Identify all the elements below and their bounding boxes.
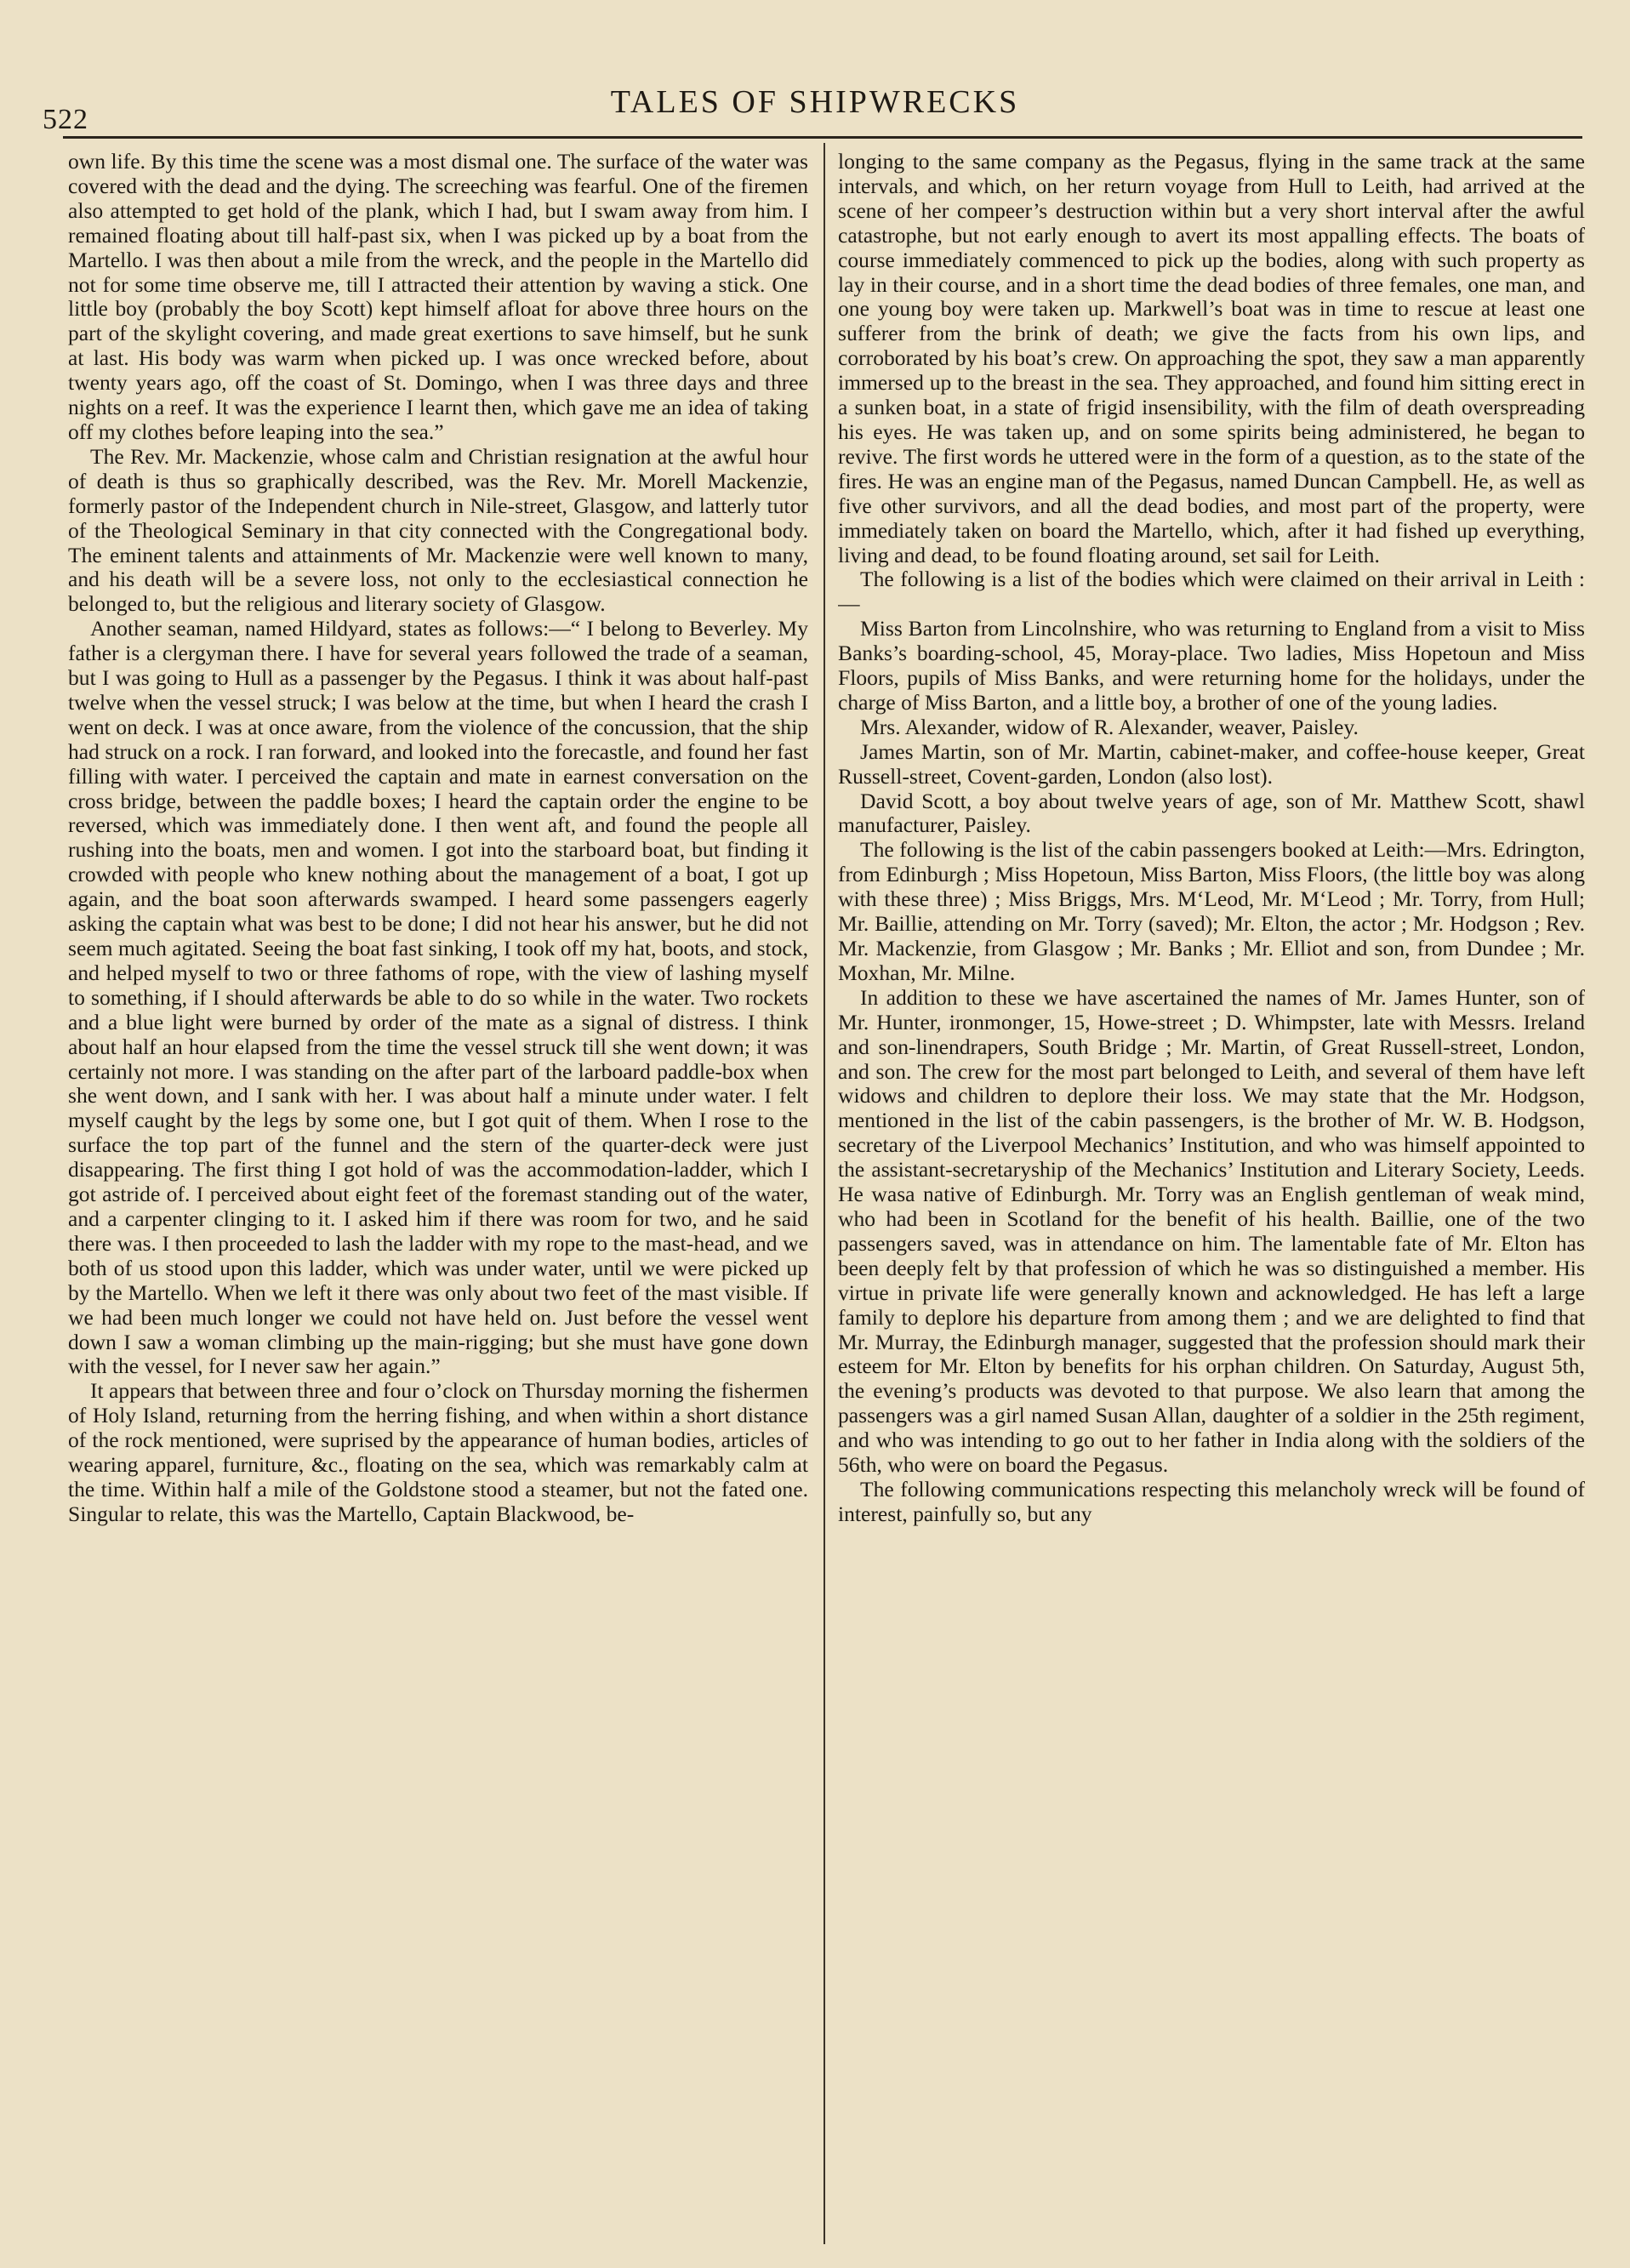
paragraph: The Rev. Mr. Mackenzie, whose calm and Christian resignation at the awful hour of death is thus so graphically described, was the Rev. Mr. Morell Mackenzie, formerly pastor of the Independent church in Nile-street, Glasgow, and latterly tutor of the Theological Seminary in that city connected with the Congregational body. The eminent talents and attainments of Mr. Mackenzie were well known to many, and his death will be a severe loss, not only to the ecclesiastical connection he belonged to, but the religious and literary society of Glasgow. [68, 443, 808, 617]
paragraph: James Martin, son of Mr. Martin, cabinet-maker, and coffee-house keeper, Great Russell-street, Covent-garden, London (also lost). [838, 738, 1585, 789]
paragraph: David Scott, a boy about twelve years of age, son of Mr. Matthew Scott, shawl manufacturer, Paisley. [838, 788, 1585, 838]
left-column [68, 150, 808, 2244]
paragraph: In addition to these we have ascertained the names of Mr. James Hunter, son of Mr. Hunter, ironmonger, 15, Howe-street ; D. Whimpster, late with Messrs. Ireland and son-linendrapers, South Bridge ; Mr. Martin, of Great Russell-street, London, and son. The crew for the most part belonged to Leith, and several of them have left widows and children to deplore their loss. We may state that the Mr. Hodgson, mentioned in the list of the cabin passengers, is the brother of Mr. W. B. Hodgson, secretary of the Liverpool Mechanics’ Institution, and who was himself appointed to the assistant-secretaryship of the Mechanics’ Institution and Literary Society, Leeds. He wasa native of Edinburgh. Mr. Torry was an English gentleman of weak mind, who had been in Scotland for the benefit of his health. Baillie, one of the two passengers saved, was in attendance on him. The lamentable fate of Mr. Elton has been deeply felt by that profession of which he was so distinguished a member. His virtue in private life were generally known and acknowledged. He has left a large family to deplore his departure from among them ; and we are delighted to find that Mr. Murray, the Edinburgh manager, suggested that the profession should mark their esteem for Mr. Elton by benefits for his orphan children. On Saturday, August 5th, the evening’s products was devoted to that purpose. We also learn that among the passengers was a girl named Susan Allan, daughter of a soldier in the 25th regiment, and who was intending to go out to her father in India along with the soldiers of the 56th, who were on board the Pegasus. [838, 984, 1585, 1478]
paragraph: The following communications respecting this melancholy wreck will be found of interest, painfully so, but any [838, 1476, 1585, 1526]
paragraph: own life. By this time the scene was a most dismal one. The surface of the water was covered with the dead and the dying. The screeching was fearful. One of the firemen also attempted to get hold of the plank, which I had, but I swam away from him. I remained floating about till half-past six, when I was picked up by a boat from the Martello. I was then about a mile from the wreck, and the people in the Martello did not for some time observe me, till I attracted their attention by waving a stick. One little boy (probably the boy Scott) kept himself afloat for above three hours on the part of the skylight covering, and made great exertions to save himself, but he sunk at last. His body was warm when picked up. I was once wrecked before, about twenty years ago, off the coast of St. Domingo, when I was three days and three nights on a reef. It was the experience I learnt then, which gave me an idea of taking off my clothes before leaping into the sea.” [68, 150, 808, 444]
paragraph: Another seaman, named Hildyard, states as follows:—“ I belong to Beverley. My father is a clergyman there. I have for several years followed the trade of a seaman, but I was going to Hull as a passenger by the Pegasus. I think it was about half-past twelve when the vessel struck; I was below at the time, but when I heard the crash I went on deck. I was at once aware, from the violence of the concussion, that the ship had struck on a rock. I ran forward, and looked into the forecastle, and found her fast filling with water. I perceived the captain and mate in earnest conversation on the cross bridge, between the paddle boxes; I heard the captain order the engine to be reversed, which was immediately done. I then went aft, and found the people all rushing into the boats, men and women. I got into the starboard boat, but finding it crowded with people who knew nothing about the management of a boat, I got up again, and the boat soon afterwards swamped. I heard some passengers eagerly asking the captain what was best to be done; I did not hear his answer, but he did not seem much agitated. Seeing the boat fast sinking, I took off my hat, boots, and stock, and helped myself to two or three fathoms of rope, with the view of lashing myself to something, if I should afterwards be able to do so while in the water. Two rockets and a blue light were burned by order of the mate as a signal of distress. I think about half an hour elapsed from the time the vessel struck till she went down; it was certainly not more. I was standing on the after part of the larboard paddle-box when she went down, and I sank with her. I was about half a minute under water. I felt myself caught by the legs by some one, but I got quit of them. When I rose to the surface the top part of the funnel and the stern of the quarter-deck were just disappearing. The first thing I got hold of was the accommodation-ladder, which I got astride of. I perceived about eight feet of the foremast standing out of the water, and a carpenter clinging to it. I asked him if there was room for two, and he said there was. I then proceeded to lash the ladder with my rope to the mast-head, and we both of us stood upon this ladder, which was under water, until we were picked up by the Martello. When we left it there was only about two feet of the mast visible. If we had been much longer we could not have held on. Just before the vessel went down I saw a woman climbing up the main-rigging; but she must have gone down with the vessel, for I never saw her again.” [68, 616, 808, 1379]
right-column [838, 150, 1585, 2244]
paragraph: The following is a list of the bodies which were claimed on their arrival in Leith :— [838, 567, 1585, 617]
header-rule [63, 136, 1582, 139]
paragraph: It appears that between three and four o’clock on Thursday morning the fishermen of Holy Island, returning from the herring fishing, and when within a short distance of the rock mentioned, were suprised by the appearance of human bodies, articles of wearing apparel, furniture, &c., floating on the sea, which was remarkably calm at the time. Within half a mile of the Goldstone stood a steamer, but not the fated one. Singular to relate, this was the Martello, Captain Blackwood, be- [68, 1378, 808, 1526]
column-divider [824, 143, 825, 2244]
paragraph: Miss Barton from Lincolnshire, who was returning to England from a visit to Miss Banks’s boarding-school, 45, Moray-place. Two ladies, Miss Hopetoun and Miss Floors, pupils of Miss Banks, and were returning home for the holidays, under the charge of Miss Barton, and a little boy, a brother of one of the young ladies. [838, 616, 1585, 715]
page-number: 522 [43, 104, 88, 135]
paragraph: Mrs. Alexander, widow of R. Alexander, weaver, Paisley. [860, 714, 1359, 739]
paragraph: The following is the list of the cabin passengers booked at Leith:—Mrs. Edrington, from Edinburgh ; Miss Hopetoun, Miss Barton, Miss Floors, (the little boy was along with these three) ; Miss Briggs, Mrs. M‘Leod, Mr. M‘Leod ; Mr. Torry, from Hull; Mr. Baillie, attending on Mr. Torry (saved); Mr. Elton, the actor ; Mr. Hodgson ; Rev. Mr. Mackenzie, from Glasgow ; Mr. Banks ; Mr. Elliot and son, from Dundee ; Mr. Moxhan, Mr. Milne. [838, 837, 1585, 985]
running-head: TALES OF SHIPWRECKS [610, 84, 1020, 120]
paragraph: longing to the same company as the Pegasus, flying in the same track at the same intervals, and which, on her return voyage from Hull to Leith, had arrived at the scene of her compeer’s destruction within but a very short interval after the awful catastrophe, but not early enough to avert its most appalling effects. The boats of course immediately commenced to pick up the bodies, along with such property as lay in their course, and in a short time the dead bodies of three females, one man, and one young boy were taken up. Markwell’s boat was in time to rescue at least one sufferer from the brink of death; we give the facts from his own lips, and corroborated by his boat’s crew. On approaching the spot, they saw a man apparently immersed up to the breast in the sea. They approached, and found him sitting erect in a sunken boat, in a state of frigid insensibility, with the film of death overspreading his eyes. He was taken up, and on some spirits being administered, he began to revive. The first words he uttered were in the form of a question, as to the state of the fires. He was an engine man of the Pegasus, named Duncan Campbell. He, as well as five other survivors, and all the dead bodies, and most part of the property, were immediately taken on board the Martello, which, after it had fished up everything, living and dead, to be found floating around, set sail for Leith. [838, 150, 1585, 567]
